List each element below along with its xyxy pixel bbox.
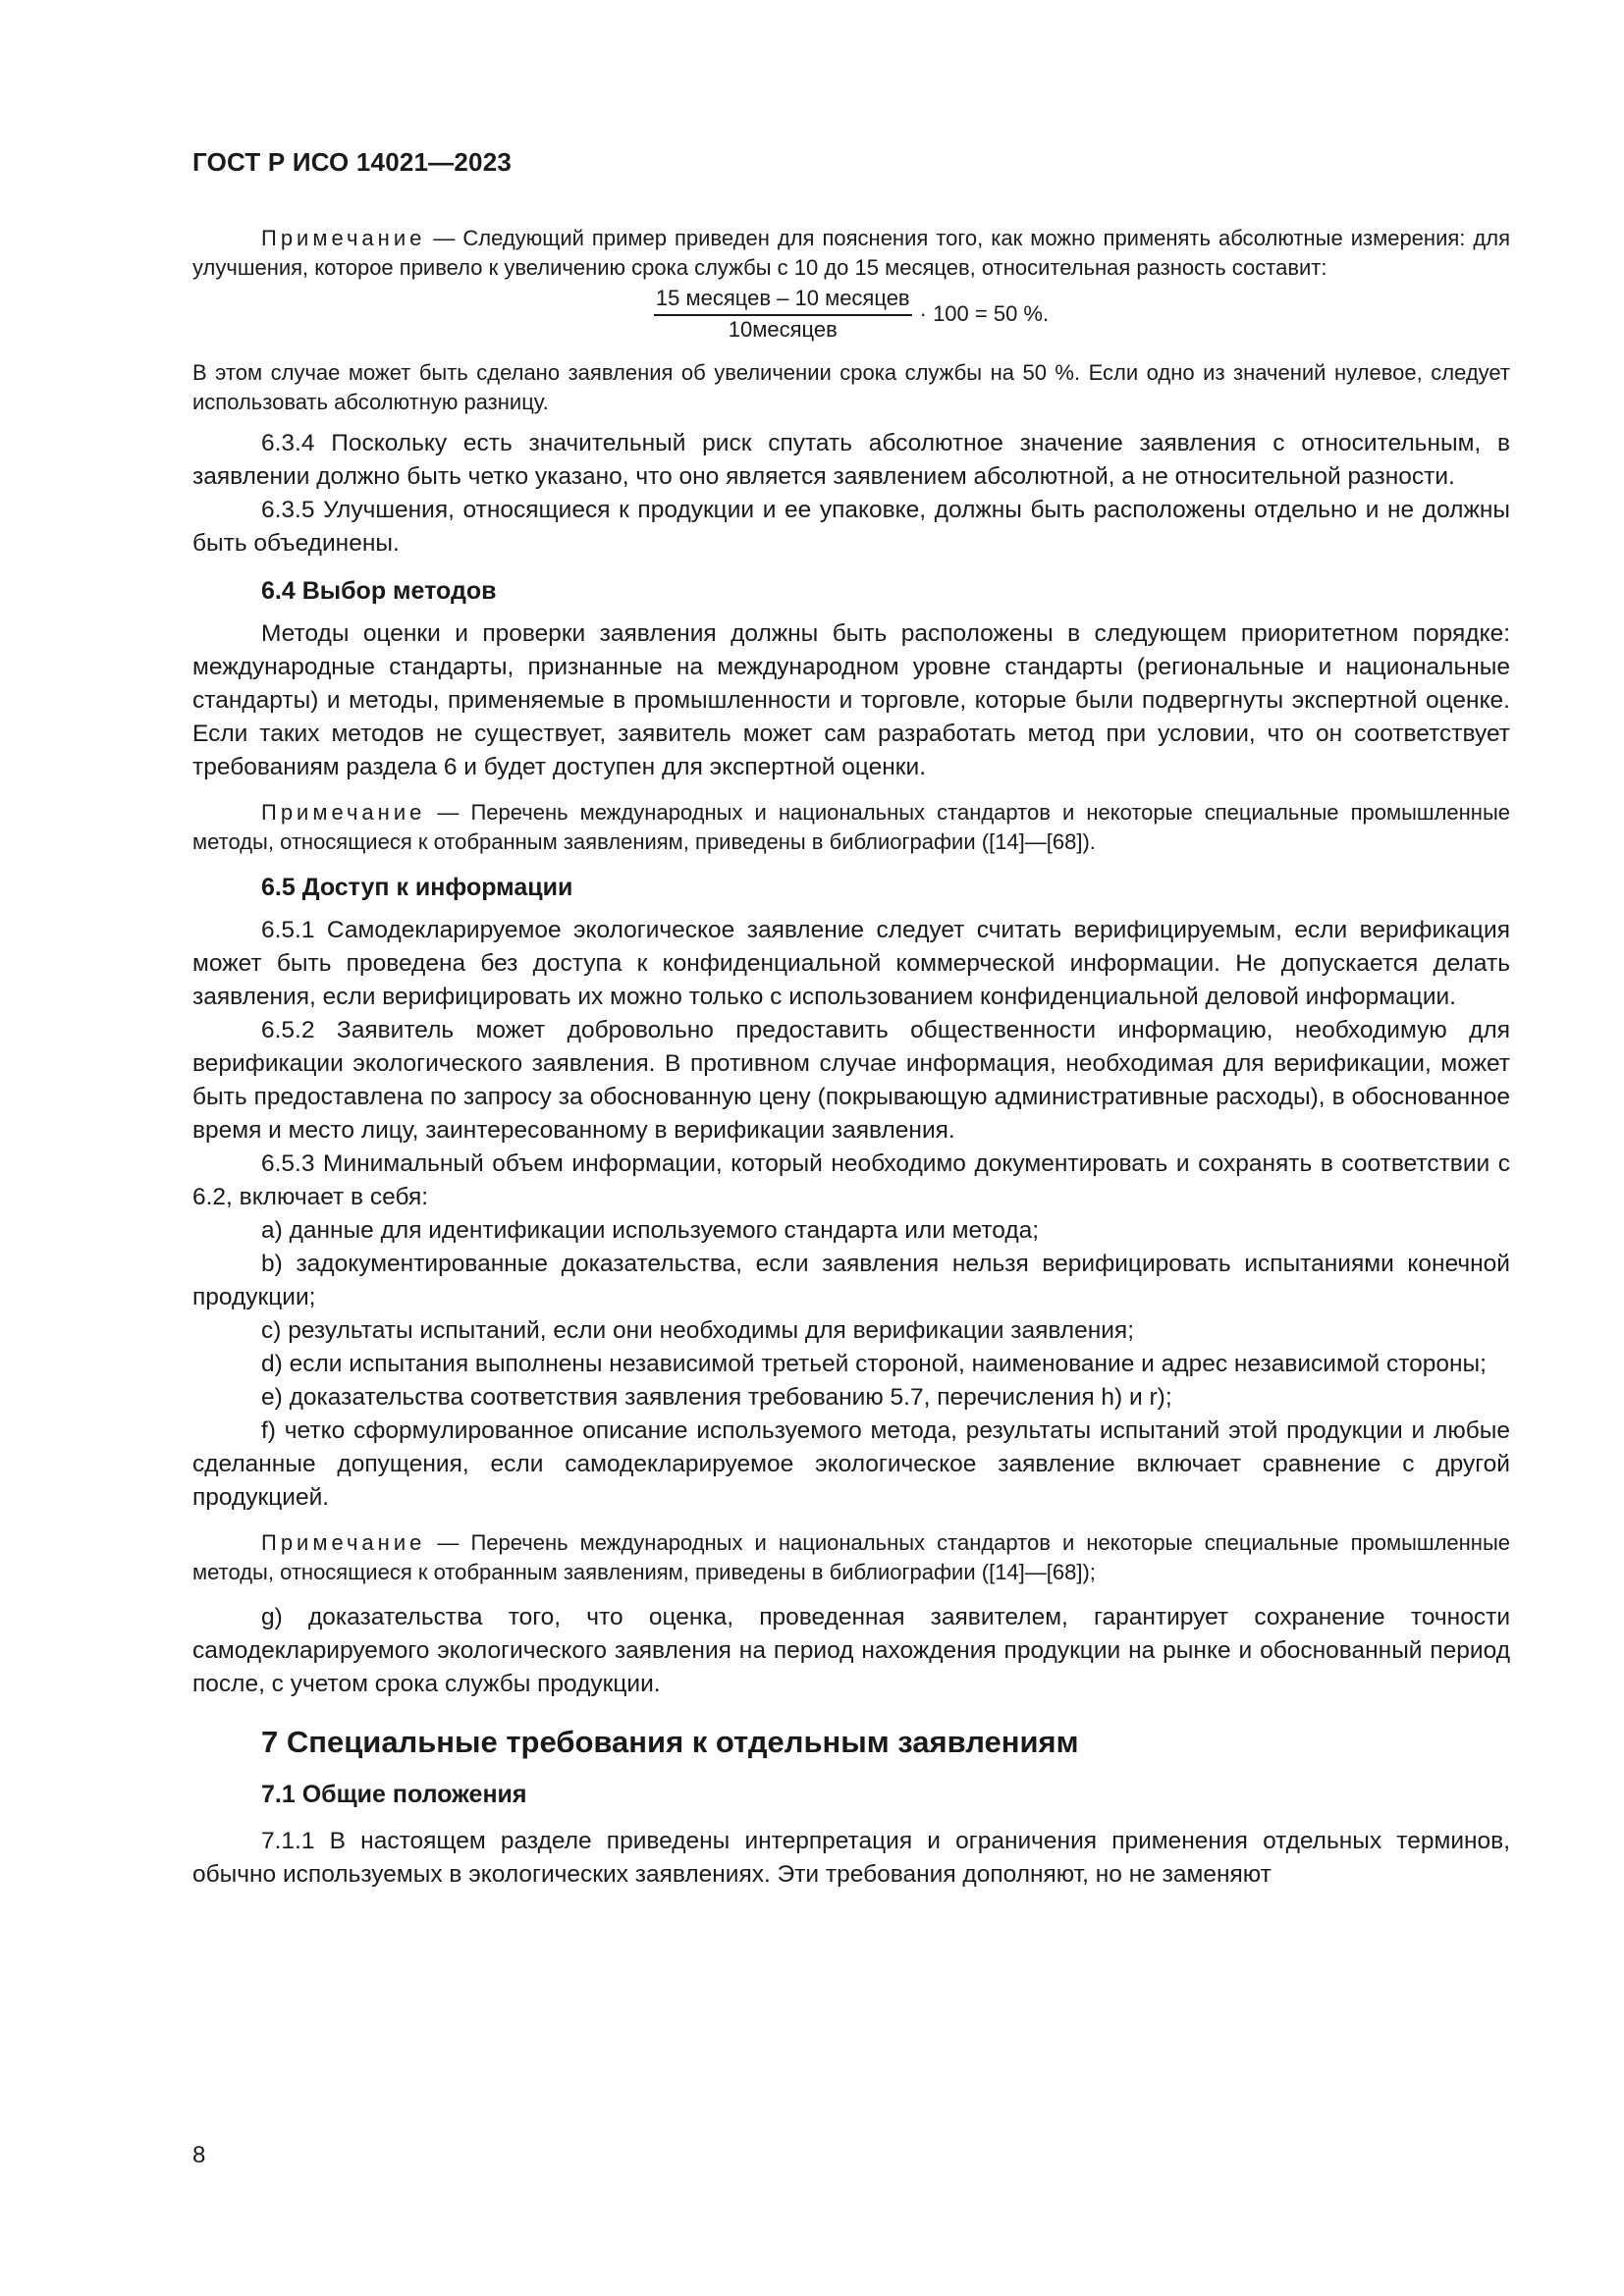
formula-denominator: 10месяцев [728,317,838,342]
list-item-d: d) если испытания выполнены независимой третьей стороной, наименование и адрес независимой стороны; [261,1351,1487,1377]
chapter-heading-7: 7 Специальные требования к отдельным заявлениям [261,1725,1079,1759]
list-item-f: f) четко сформулированное описание используемого метода, результаты испытаний этой продукции и любые сделанные допущения, если самодекларируемое экологическое заявление включает сравнение с другой продукцией. [192,1417,1510,1511]
list-item-b: b) задокументированные доказательства, если заявления нельзя верифицировать испытаниями конечной продукции; [192,1251,1510,1310]
relative-difference-formula [192,285,1510,343]
note-bibliography-1 [192,798,1510,857]
paragraph-6-3-5: 6.3.5 Улучшения, относящиеся к продукции и ее упаковке, должны быть расположены отдельно и не должны быть объединены. [192,497,1510,557]
paragraph-6-5-2: 6.5.2 Заявитель может добровольно предоставить общественности информацию, необходимую для верификации экологического заявления. В противном случае информация, необходимая для верификации, может быть предоставлена по запросу за обоснованную цену (покрывающую административные расходы), в обоснованное время и место лицу, заинтересованному в верификации заявления. [192,1017,1510,1144]
formula-fraction [654,285,912,343]
page-number: 8 [192,2142,206,2168]
list-item-c: c) результаты испытаний, если они необходимы для верификации заявления; [261,1317,1134,1344]
list-item-e: e) доказательства соответствия заявления требованию 5.7, перечисления h) и r); [261,1384,1172,1411]
list-item-a: a) данные для идентификации используемого стандарта или метода; [261,1217,1040,1244]
formula-numerator: 15 месяцев – 10 месяцев [654,285,912,316]
paragraph-7-1-1: 7.1.1 В настоящем разделе приведены интерпретация и ограничения применения отдельных терминов, обычно используемых в экологических заявлениях. Эти требования дополняют, но не заменяют [192,1828,1510,1888]
note-label: Примечание [261,226,426,250]
section-heading-7-1: 7.1 Общие положения [261,1781,527,1808]
paragraph-6-5-3: 6.5.3 Минимальный объем информации, который необходимо документировать и сохранять в соответствии с 6.2, включает в себя: [192,1150,1510,1210]
paragraph-6-5-1: 6.5.1 Самодекларируемое экологическое заявление следует считать верифицируемым, если верификация может быть проведена без доступа к конфиденциальной коммерческой информации. Не допускается делать заявления, если верифицировать их можно только с использованием конфиденциальной деловой информации. [192,917,1510,1010]
note-label: Примечание [261,800,426,825]
paragraph-6-4: Методы оценки и проверки заявления должны быть расположены в следующем приоритетном порядке: международные стандарты, признанные на международном уровне стандарты (региональные и национальные стандарты) и методы, применяемые в промышленности и торговле, которые были подвергнуты экспертной оценке. Если таких методов не существует, заявитель может сам разработать метод при условии, что он соответствует требованиям раздела 6 и будет доступен для экспертной оценки. [192,620,1510,780]
section-heading-6-5: 6.5 Доступ к информации [261,874,573,901]
list-item-g: g) доказательства того, что оценка, проведенная заявителем, гарантирует сохранение точности самодекларируемого экологического заявления на период нахождения продукции на рынке и обоснованный период после, с учетом срока службы продукции. [192,1604,1510,1697]
document-body [192,224,1510,1892]
paragraph-6-3-4: 6.3.4 Поскольку есть значительный риск спутать абсолютное значение заявления с относительным, в заявлении должно быть четко указано, что оно является заявлением абсолютной, а не относительной разности. [192,430,1510,490]
formula-result: · 100 = 50 %. [919,300,1050,326]
note-example [192,224,1510,283]
section-heading-6-4: 6.4 Выбор методов [261,577,497,605]
note-continuation: В этом случае может быть сделано заявления об увеличении срока службы на 50 %. Если одно из значений нулевое, следует использовать абсолютную разницу. [192,360,1510,414]
note-text: — Следующий пример приведен для пояснения того, как можно применять абсолютные измерения: для улучшения, которое привело к увеличению срока службы с 10 до 15 месяцев, относительная разность составит: [192,226,1510,280]
note-label: Примечание [261,1530,426,1555]
note-text: — Перечень международных и национальных стандартов и некоторые специальные промышленные методы, относящиеся к отобранным заявлениям, приведены в библиографии ([14]—[68]); [192,1530,1510,1584]
document-header: ГОСТ Р ИСО 14021—2023 [192,147,513,177]
note-text: — Перечень международных и национальных стандартов и некоторые специальные промышленные методы, относящиеся к отобранным заявлениям, приведены в библиографии ([14]—[68]). [192,800,1510,854]
note-bibliography-2 [192,1528,1510,1587]
